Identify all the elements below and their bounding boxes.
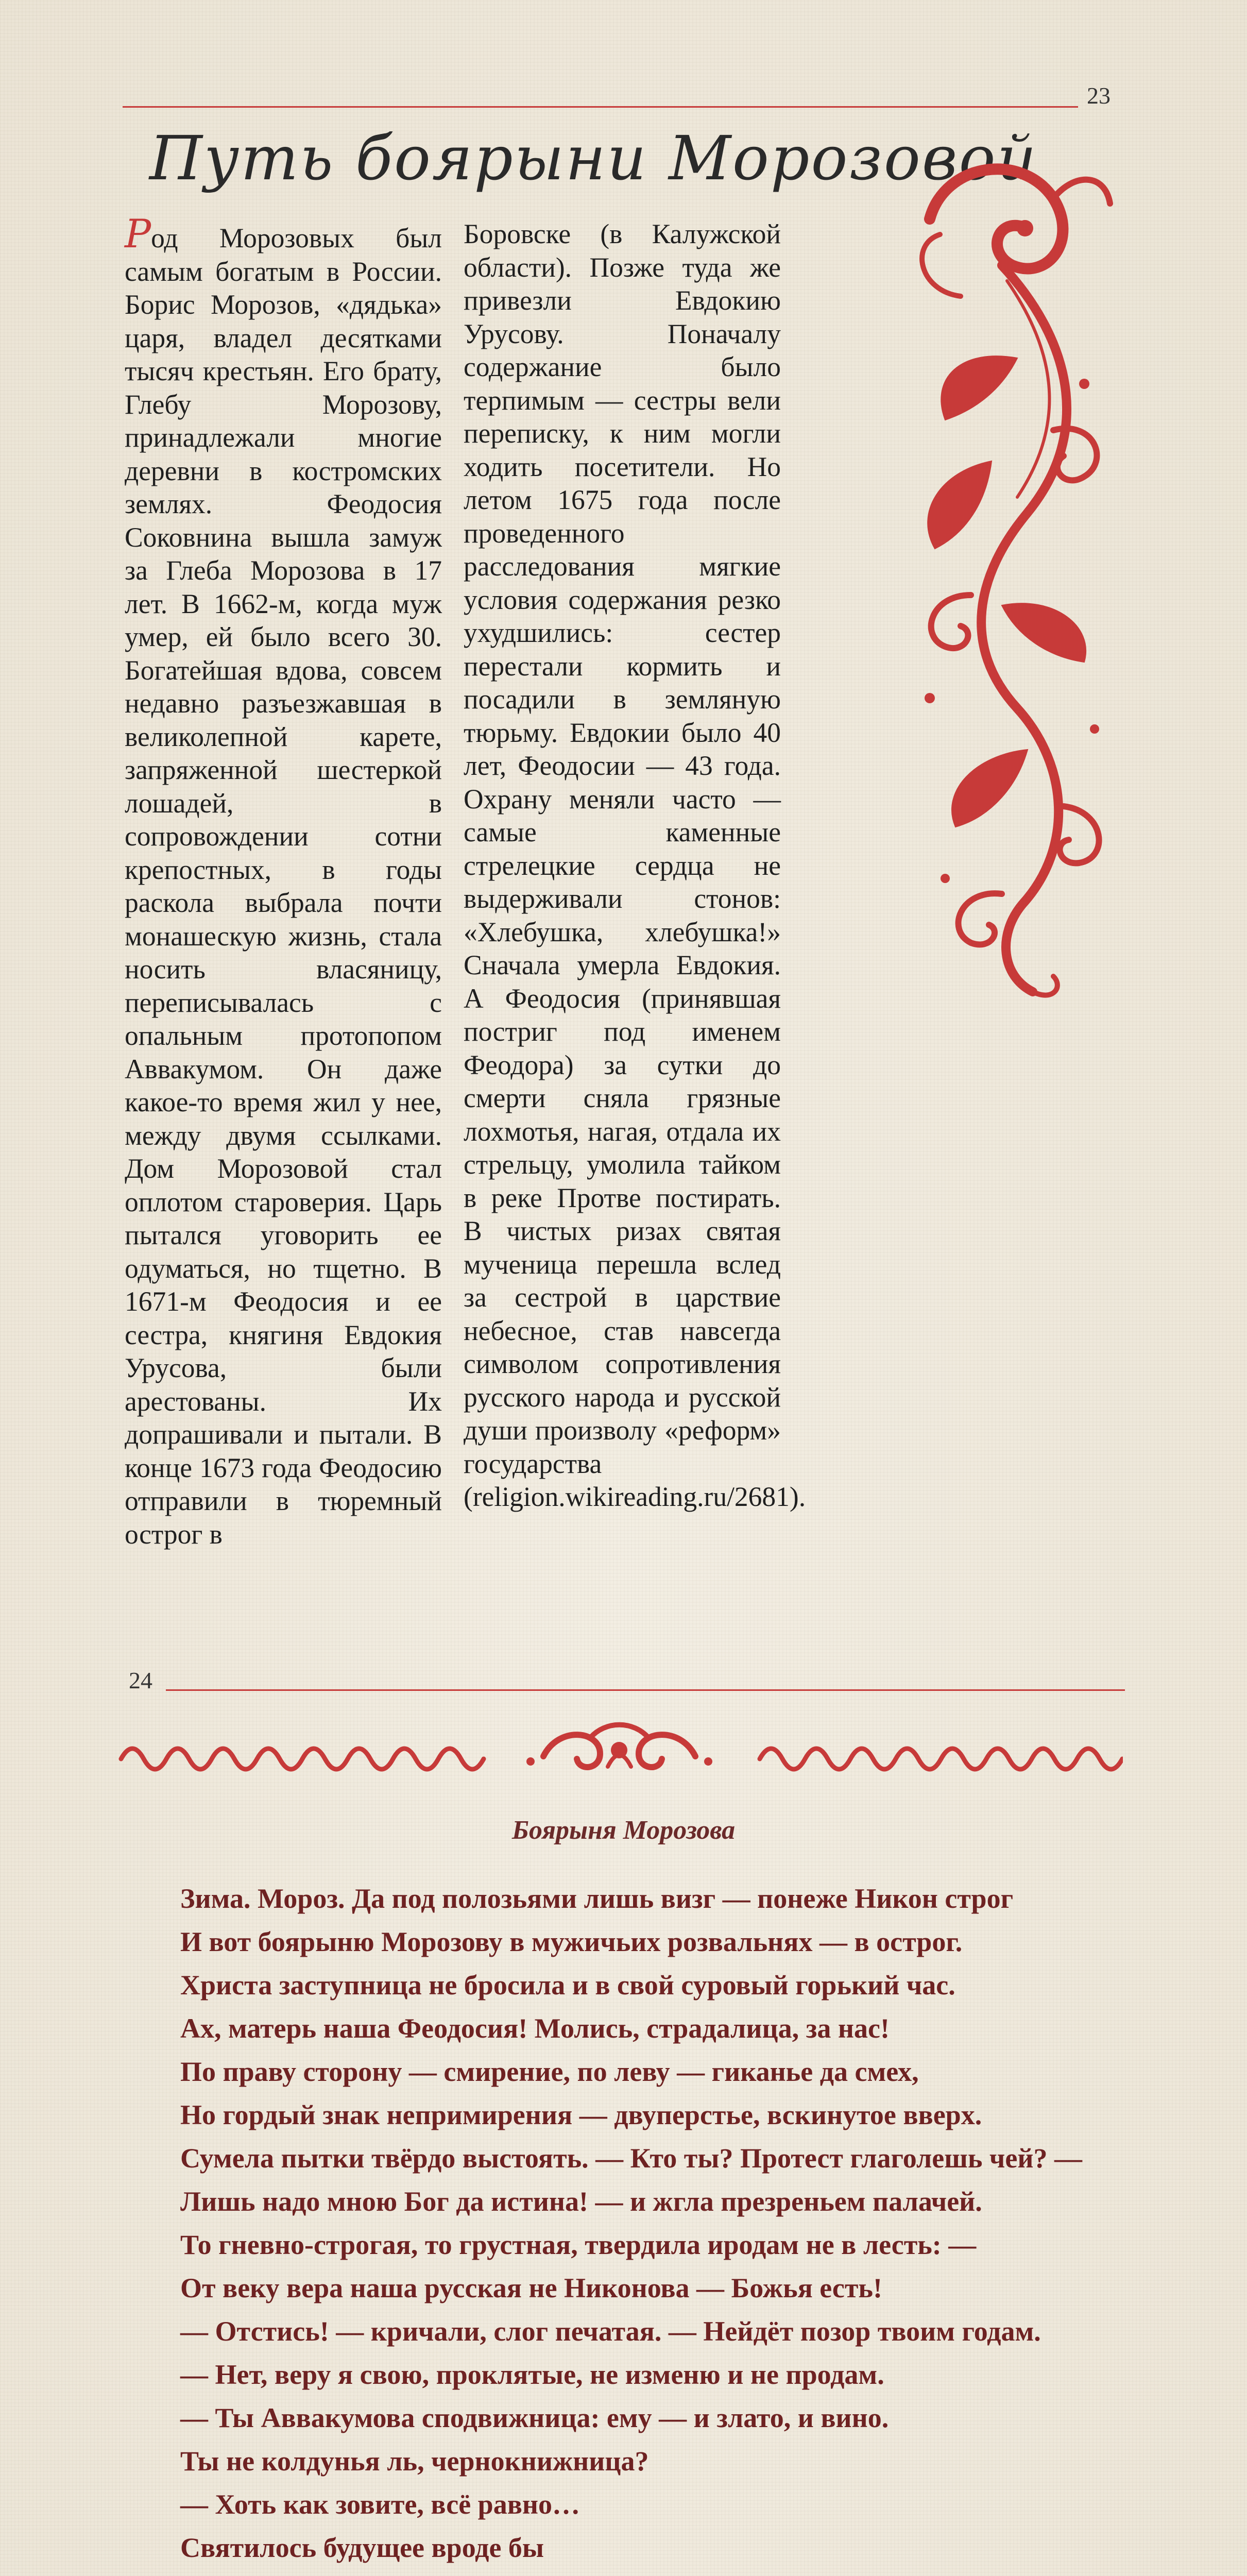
scroll-wave-border-ornament-icon <box>116 1720 1123 1777</box>
poem-line: Ах, матерь наша Феодосия! Молись, страдалица, за нас! <box>180 2013 890 2044</box>
poem-line: И вот боярыню Морозову в мужичьих розвальнях — в острог. <box>180 1926 963 1957</box>
header-rule <box>166 1689 1125 1691</box>
floral-swirl-ornament-icon <box>899 142 1115 1018</box>
poem-line: То гневно-строгая, то грустная, твердила иродам не в лесть: — <box>180 2229 977 2260</box>
article-column-1-text: од Морозовых был самым богатым в России. Борис Морозов, «дядька» царя, владел десятками тысяч крестьян. Его брату, Глебу Морозову, принадлежали многие деревни в костромских землях. Феодосия Соковнина вышла замуж за Глеба Морозова в 17 лет. В 1662-м, когда муж умер, ей было всего 30. Богатейшая вдова, совсем недавно разъезжавшая в великолепной карете, запряженной шестеркой лошадей, в сопровождении сотни крепостных, в годы раскола выбрала почти монашескую жизнь, стала носить власяницу, переписывалась с опальным протопопом Аввакумом. Он даже какое-то время жил у нее, между двумя ссылками. Дом Морозовой стал оплотом староверия. Царь пытался уговорить ее одуматься, но тщетно. В 1671-м Феодосия и ее сестра, княгиня Евдокия Урусова, были арестованы. Их допрашивали и пытали. В конце 1673 года Феодосию отправили в тюремный острог в <box>125 223 442 1550</box>
poem-line: — Нет, веру я свою, проклятые, не изменю и не продам. <box>180 2359 884 2390</box>
page-24 <box>0 1582 1247 2576</box>
poem-line: Зима. Мороз. Да под полозьями лишь визг — понеже Никон строг <box>180 1883 1014 1914</box>
poem-line: — Отстись! — кричали, слог печатая. — Нейдёт позор твоим годам. <box>180 2316 1041 2347</box>
poem-line: От веку вера наша русская не Никонова — Божья есть! <box>180 2273 882 2303</box>
poem-line: По праву сторону — смирение, по леву — гиканье да смех, <box>180 2056 919 2087</box>
poem-line: Лишь надо мною Бог да истина! — и жгла презреньем палачей. <box>180 2186 982 2217</box>
poem-line: Сумела пытки твёрдо выстоять. — Кто ты? Протест глаголешь чей? — <box>180 2143 1082 2174</box>
article-column-2-text: Боровске (в Калужской области). Позже туда же привезли Евдокию Урусову. Поначалу содержание было терпимым — сестры вели переписку, к ним могли ходить посетители. Но летом 1675 года после проведенного расследования мягкие условия содержания резко ухудшились: сестер перестали кормить и посадили в земляную тюрьму. Евдокии было 40 лет, Феодосии — 43 года. Охрану меняли часто — самые каменные стрелецкие сердца не выдерживали стонов: «Хлебушка, хлебушка!» Сначала умерла Евдокия. А Феодосия (принявшая постриг под именем Феодора) за сутки до смерти сняла грязные лохмотья, нагая, отдала их стрельцу, умолила тайком в реке Протве постирать. В чистых ризах святая мученица перешла вслед за сестрой в царствие небесное, став навсегда символом сопротивления русского народа и русской души произволу «реформ» государства (religion.wikireading.ru/2681). <box>464 218 806 1512</box>
page-number: 24 <box>129 1667 152 1693</box>
poem-line: Ты не колдунья ль, чернокнижница? <box>180 2446 649 2477</box>
poem-title: Боярыня Морозова <box>511 1816 736 1845</box>
poem-line: Христа заступница не бросила и в свой суровый горький час. <box>180 1970 955 2001</box>
article-column-1 <box>125 211 442 1551</box>
page-number: 23 <box>1087 82 1111 109</box>
poem-line: Святилось будущее вроде бы <box>180 2532 544 2563</box>
poem-line: — Хоть как зовите, всё равно… <box>180 2489 580 2520</box>
drop-cap: Р <box>125 211 151 257</box>
header-rule <box>123 106 1078 108</box>
poem-line: — Ты Аввакумова сподвижница: ему — и злато, и вино. <box>180 2402 889 2433</box>
article-column-2 <box>464 217 806 1514</box>
article-title: Путь боярыни Морозовой <box>149 123 1038 194</box>
poem-line: Но гордый знак непримирения — двуперстье, вскинутое вверх. <box>180 2099 982 2130</box>
poem-line <box>180 2569 1107 2576</box>
poem <box>180 1877 1107 2576</box>
